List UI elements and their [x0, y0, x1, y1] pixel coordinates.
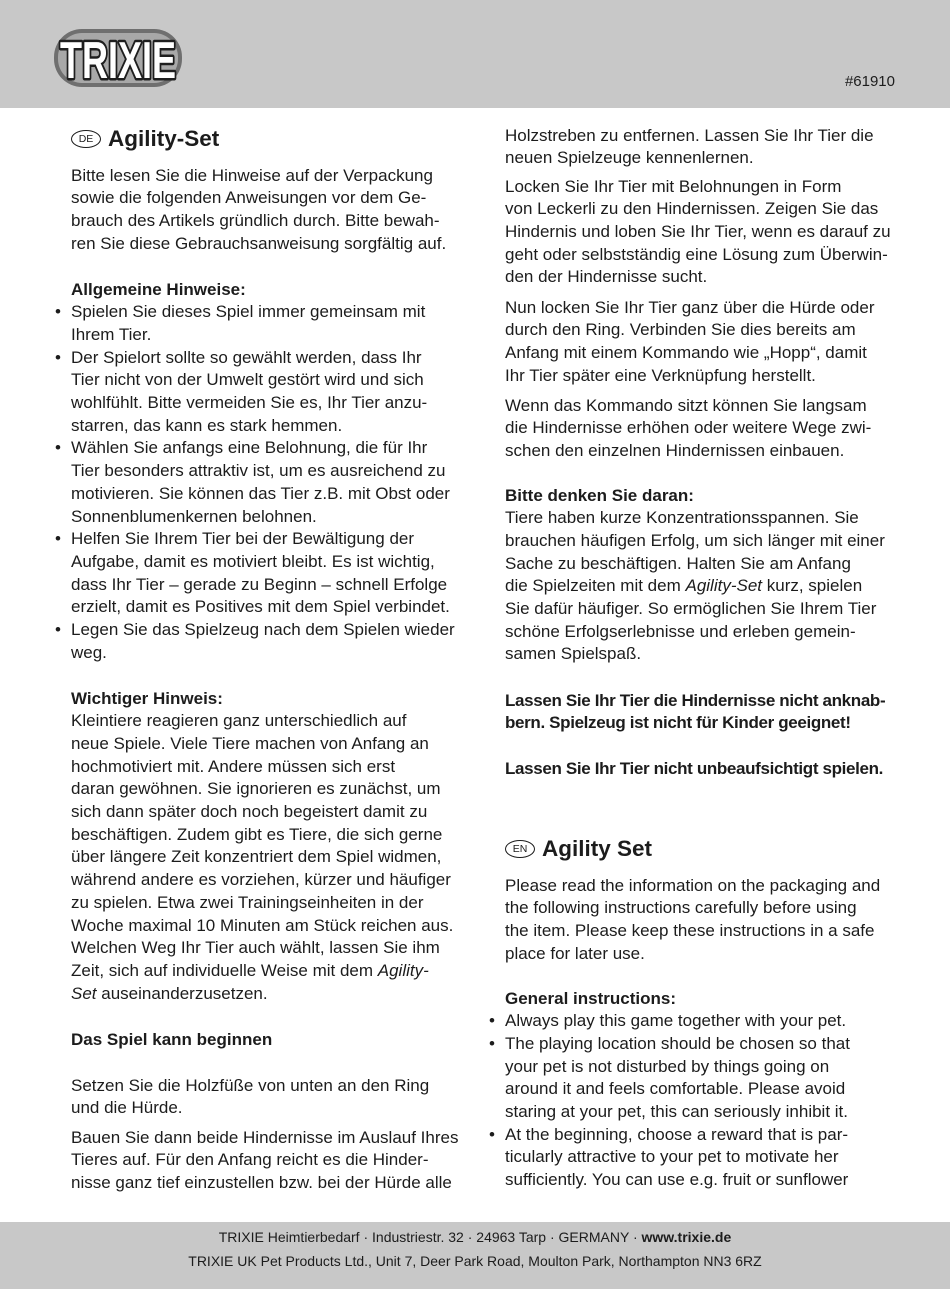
general-instructions-heading-en: General instructions:	[505, 988, 676, 1008]
warning-chewing: Lassen Sie Ihr Tier die Hindernisse nicht anknab- bern. Spielzeug ist nicht für Kinder geeignet!	[505, 690, 886, 733]
setup-paragraph: Bauen Sie dann beide Hindernisse im Auslauf Ihres Tieres auf. Für den Anfang reicht es die Hinder- nisse ganz tief einzustellen bzw. bei der Hürde alle	[71, 1127, 459, 1192]
logo-text: TRIXIE	[60, 32, 176, 90]
list-item: • Wählen Sie anfangs eine Belohnung, die für Ihr Tier besonders attraktiv ist, um es ausreichend zu motivieren. Sie können das Tier z.B. mit Obst oder Sonnenblumenkernen belohnen.	[71, 437, 455, 528]
setup-paragraph-continued: Holzstreben zu entfernen. Lassen Sie Ihr Tier die neuen Spielzeuge kennenlernen.	[505, 125, 874, 168]
language-badge-en: EN	[505, 840, 535, 858]
section-heading-de	[71, 126, 219, 152]
general-instructions-list-de	[71, 301, 455, 664]
footer-address-uk: TRIXIE UK Pet Products Ltd., Unit 7, Deer Park Road, Moulton Park, Northampton NN3 6RZ	[188, 1253, 762, 1269]
intro-paragraph-de: Bitte lesen Sie die Hinweise auf der Verpackung sowie die folgenden Anweisungen vor dem Ge- brauch des Artikels gründlich durch. Bitte bewah- ren Sie diese Gebrauchsanweisung sorgfältig auf.	[71, 165, 447, 253]
important-note-heading: Wichtiger Hinweis:	[71, 688, 223, 708]
remember-paragraph	[505, 507, 885, 666]
language-badge-de: DE	[71, 130, 101, 148]
footer-addresses	[0, 1225, 950, 1273]
section-title-de: Agility-Set	[108, 126, 220, 151]
remember-text-end: kurz, spielen Sie dafür häufiger. So ermöglichen Sie Ihrem Tier schöne Erfolgserlebnisse und erleben gemein- samen Spielspaß.	[505, 576, 877, 664]
intro-paragraph-en: Please read the information on the packaging and the following instructions carefully before using the item. Please keep these instructions in a safe place for later use.	[505, 875, 881, 963]
list-item: • The playing location should be chosen so that your pet is not disturbed by things going on around it and feels comfortable. Please avoid staring at your pet, this can seriously inhibit it.	[505, 1033, 850, 1124]
list-item: • At the beginning, choose a reward that is par- ticularly attractive to your pet to motivate her sufficiently. You can use e.g. fruit or sunflower	[505, 1124, 850, 1192]
list-item: • Der Spielort sollte so gewählt werden, dass Ihr Tier nicht von der Umwelt gestört wird und sich wohlfühlt. Bitte vermeiden Sie es, Ihr Tier anzu- starren, das kann es stark hemmen.	[71, 347, 455, 438]
trixie-logo	[52, 23, 184, 93]
product-name: Agility-Set	[685, 576, 763, 596]
remember-text: Tiere haben kurze Konzentrationsspannen. Sie brauchen häufigen Erfolg, um sich länger mit einer Sache zu beschäftigen. Halten Sie am Anfang die Spielzeiten mit dem	[505, 508, 885, 596]
section-title-en: Agility Set	[542, 836, 653, 861]
article-number: #61910	[844, 73, 895, 90]
jump-paragraph: Nun locken Sie Ihr Tier ganz über die Hürde oder durch den Ring. Verbinden Sie dies bereits am Anfang mit einem Kommando wie „Hopp“, damit Ihr Tier später eine Verknüpfung herstellt.	[505, 297, 875, 385]
game-start-heading: Das Spiel kann beginnen	[71, 1029, 273, 1049]
footer-address-de	[0, 1225, 950, 1249]
general-instructions-list-en	[505, 1010, 850, 1192]
list-item: • Always play this game together with your pet.	[505, 1010, 850, 1033]
footer-address-de-text: TRIXIE Heimtierbedarf · Industriestr. 32 · 24963 Tarp · GERMANY ·	[218, 1229, 642, 1245]
footer-website: www.trixie.de	[641, 1229, 732, 1245]
important-note-paragraph	[71, 710, 453, 1005]
warning-supervision: Lassen Sie Ihr Tier nicht unbeaufsichtigt spielen.	[505, 758, 883, 778]
progress-paragraph: Wenn das Kommando sitzt können Sie langsam die Hindernisse erhöhen oder weitere Wege zwi- schen den einzelnen Hindernissen einbauen.	[505, 395, 872, 460]
general-instructions-heading-de: Allgemeine Hinweise:	[71, 279, 246, 299]
list-item: • Legen Sie das Spielzeug nach dem Spielen wieder weg.	[71, 619, 455, 664]
section-heading-en	[505, 836, 652, 862]
list-item: • Helfen Sie Ihrem Tier bei der Bewältigung der Aufgabe, damit es motiviert bleibt. Es ist wichtig, dass Ihr Tier – gerade zu Beginn – schnell Erfolge erzielt, damit es Positives mit dem Spiel verbindet.	[71, 528, 455, 619]
list-item: • Spielen Sie dieses Spiel immer gemeinsam mit Ihrem Tier.	[71, 301, 455, 346]
product-name: Agility- Set	[71, 960, 429, 1003]
important-note-text: Kleintiere reagieren ganz unterschiedlich auf neue Spiele. Viele Tiere machen von Anfang an hochmotiviert mit. Andere müssen sich erst daran gewöhnen. Sie ignorieren es zunächst, um sich dann später doch noch begeistert damit zu beschäftigen. Zudem gibt es Tiere, die sich gerne über längere Zeit konzentriert dem Spiel widmen, während andere es vorziehen, kürzer und häufiger zu spielen. Etwa zwei Trainingseinheiten in der Woche maximal 10 Minuten am Stück reichen aus. Welchen Weg Ihr Tier auch wählt, lassen Sie ihm Zeit, sich auf individuelle Weise mit dem	[71, 711, 454, 980]
remember-heading: Bitte denken Sie daran:	[505, 485, 694, 505]
lure-paragraph: Locken Sie Ihr Tier mit Belohnungen in Form von Leckerli zu den Hindernissen. Zeigen Sie das Hindernis und loben Sie Ihr Tier, wenn es darauf zu geht oder selbstständig eine Lösung zum Überwin- den der Hindernisse sucht.	[505, 176, 891, 287]
assembly-paragraph: Setzen Sie die Holzfüße von unten an den Ring und die Hürde.	[71, 1075, 430, 1118]
important-note-text-end: auseinanderzusetzen.	[96, 983, 268, 1003]
